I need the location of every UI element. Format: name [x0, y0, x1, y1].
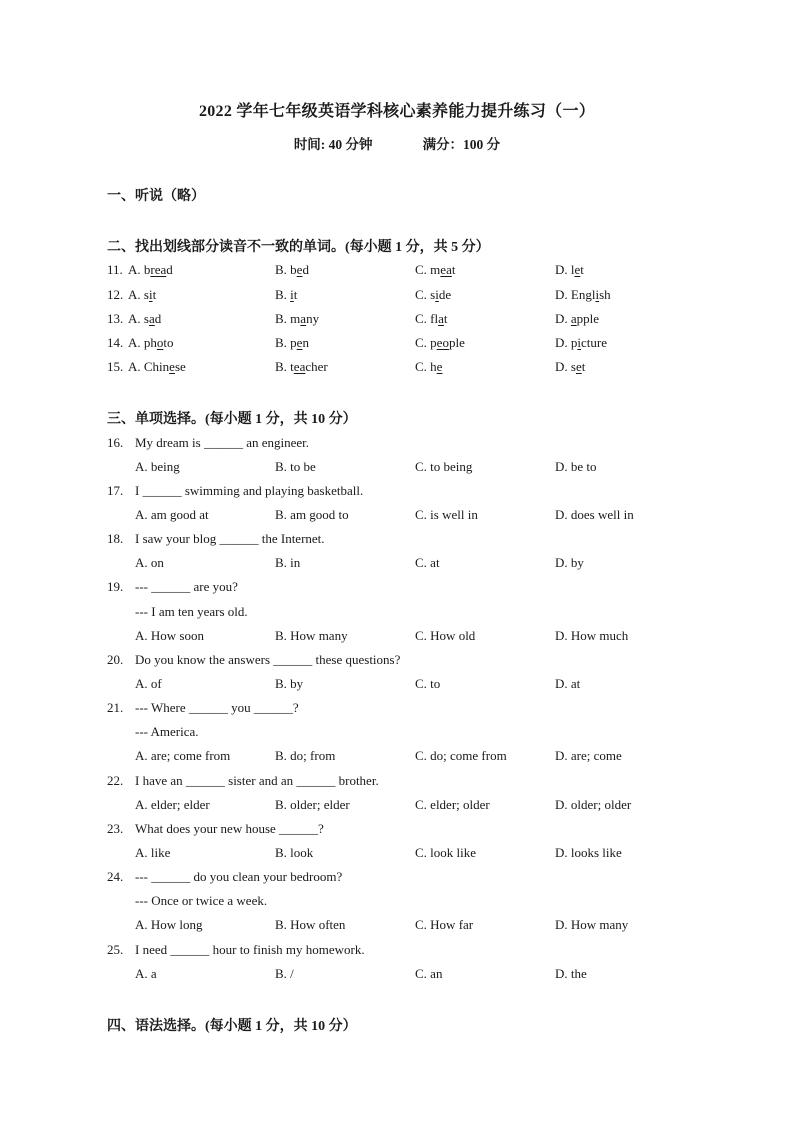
answer-option: C. How far — [415, 917, 474, 932]
phonics-option-d: D. let — [555, 262, 584, 277]
answer-option: D. looks like — [555, 845, 622, 860]
underlined-letters: i — [148, 287, 153, 302]
underlined-letters: i — [290, 287, 294, 302]
answer-option: C. do; come from — [415, 748, 507, 763]
phonics-option-a: A. photo — [128, 335, 174, 350]
question-text: I ______ swimming and playing basketball. — [135, 483, 364, 498]
answer-option: C. look like — [415, 845, 477, 860]
question-number: 18. — [107, 531, 124, 546]
question-text: --- ______ are you? — [135, 579, 238, 594]
section-grammar-choice: 四、语法选择。(每小题 1 分，共 10 分） — [107, 1019, 357, 1034]
phonics-option-c: C. side — [415, 287, 452, 302]
section-phonics: 二、找出划线部分读音不一致的单词。(每小题 1 分，共 5 分） — [107, 240, 490, 255]
question-number: 11. — [107, 262, 123, 277]
answer-option: B. to be — [275, 459, 316, 474]
underlined-letters: i — [435, 287, 439, 302]
phonics-option-a: A. sit — [128, 287, 157, 302]
question-text: --- I am ten years old. — [135, 604, 248, 619]
question-text: --- Once or twice a week. — [135, 893, 268, 908]
answer-option: D. are; come — [555, 748, 622, 763]
section-single-choice: 三、单项选择。(每小题 1 分，共 10 分） — [107, 412, 357, 427]
question-number: 25. — [107, 942, 124, 957]
underlined-letters: e — [436, 359, 443, 374]
question-number: 24. — [107, 869, 124, 884]
underlined-letters: ea — [293, 359, 306, 374]
answer-option: D. by — [555, 555, 584, 570]
question-text: What does your new house ______? — [135, 821, 324, 836]
phonics-option-b: B. pen — [275, 335, 309, 350]
question-text: I have an ______ sister and an ______ brother. — [135, 773, 379, 788]
phonics-option-d: D. apple — [555, 311, 600, 326]
question-text: Do you know the answers ______ these questions? — [135, 652, 401, 667]
underlined-letters: rea — [150, 262, 167, 277]
question-number: 15. — [107, 359, 124, 374]
question-text: --- America. — [135, 724, 199, 739]
answer-option: B. look — [275, 845, 314, 860]
answer-option: D. How much — [555, 628, 629, 643]
answer-option: B. / — [275, 966, 294, 981]
time-label: 时间: 40 分钟 — [293, 137, 373, 152]
answer-option: C. to being — [415, 459, 473, 474]
score-label: 满分：100 分 — [422, 137, 501, 152]
answer-option: C. to — [415, 676, 441, 691]
phonics-option-c: C. meat — [415, 262, 456, 277]
answer-option: C. How old — [415, 628, 476, 643]
phonics-option-c: C. he — [415, 359, 443, 374]
answer-option: A. of — [135, 676, 162, 691]
answer-option: B. How often — [275, 917, 346, 932]
underlined-letters: e — [574, 262, 581, 277]
answer-option: A. am good at — [135, 507, 209, 522]
phonics-option-a: A. sad — [128, 311, 162, 326]
answer-option: D. the — [555, 966, 587, 981]
phonics-option-d: D. English — [555, 287, 611, 302]
phonics-option-a: A. bread — [128, 262, 173, 277]
question-number: 19. — [107, 579, 124, 594]
underlined-letters: o — [156, 335, 164, 350]
answer-option: A. How long — [135, 917, 203, 932]
answer-option: A. on — [135, 555, 164, 570]
phonics-option-b: B. it — [275, 287, 298, 302]
answer-option: C. is well in — [415, 507, 478, 522]
page-title: 2022 学年七年级英语学科核心素养能力提升练习（一） — [198, 103, 596, 120]
answer-option: A. a — [135, 966, 157, 981]
phonics-option-b: B. bed — [275, 262, 309, 277]
question-text: My dream is ______ an engineer. — [135, 435, 310, 450]
answer-option: D. How many — [555, 917, 629, 932]
underlined-letters: i — [595, 287, 600, 302]
underlined-letters: e — [575, 359, 582, 374]
answer-option: A. elder; elder — [135, 797, 210, 812]
answer-option: C. an — [415, 966, 443, 981]
answer-option: B. do; from — [275, 748, 336, 763]
phonics-option-d: D. picture — [555, 335, 607, 350]
answer-option: D. older; older — [555, 797, 632, 812]
answer-option: A. like — [135, 845, 171, 860]
question-number: 23. — [107, 821, 124, 836]
answer-option: A. being — [135, 459, 180, 474]
underlined-letters: i — [577, 335, 582, 350]
question-number: 13. — [107, 311, 124, 326]
phonics-option-b: B. teacher — [275, 359, 328, 374]
question-text: I saw your blog ______ the Internet. — [135, 531, 325, 546]
question-number: 22. — [107, 773, 124, 788]
phonics-option-d: D. set — [555, 359, 586, 374]
question-number: 12. — [107, 287, 124, 302]
underlined-letters: a — [148, 311, 155, 326]
answer-option: B. am good to — [275, 507, 349, 522]
phonics-option-b: B. many — [275, 311, 320, 326]
question-number: 16. — [107, 435, 124, 450]
answer-option: B. How many — [275, 628, 348, 643]
question-number: 17. — [107, 483, 124, 498]
underlined-letters: e — [296, 335, 303, 350]
section-listening: 一、听说（略） — [107, 189, 205, 204]
exam-info — [0, 133, 794, 153]
answer-option: A. are; come from — [135, 748, 231, 763]
question-number: 21. — [107, 700, 124, 715]
question-number: 20. — [107, 652, 124, 667]
underlined-letters: eo — [436, 335, 449, 350]
answer-option: A. How soon — [135, 628, 204, 643]
answer-option: C. at — [415, 555, 440, 570]
question-text: --- ______ do you clean your bedroom? — [135, 869, 343, 884]
answer-option: B. older; elder — [275, 797, 350, 812]
answer-option: D. does well in — [555, 507, 634, 522]
underlined-letters: e — [169, 359, 175, 374]
underlined-letters: ea — [440, 262, 452, 277]
question-number: 14. — [107, 335, 124, 350]
underlined-letters: a — [300, 311, 307, 326]
answer-option: D. at — [555, 676, 581, 691]
answer-option: D. be to — [555, 459, 597, 474]
phonics-option-c: C. people — [415, 335, 465, 350]
phonics-option-a: A. Chinese — [128, 359, 186, 374]
question-text: --- Where ______ you ______? — [135, 700, 299, 715]
answer-option: C. elder; older — [415, 797, 490, 812]
question-text: I need ______ hour to finish my homework. — [135, 942, 365, 957]
underlined-letters: a — [570, 311, 577, 326]
phonics-option-c: C. flat — [415, 311, 448, 326]
answer-option: B. by — [275, 676, 304, 691]
underlined-letters: a — [438, 311, 444, 326]
answer-option: B. in — [275, 555, 301, 570]
underlined-letters: e — [296, 262, 303, 277]
